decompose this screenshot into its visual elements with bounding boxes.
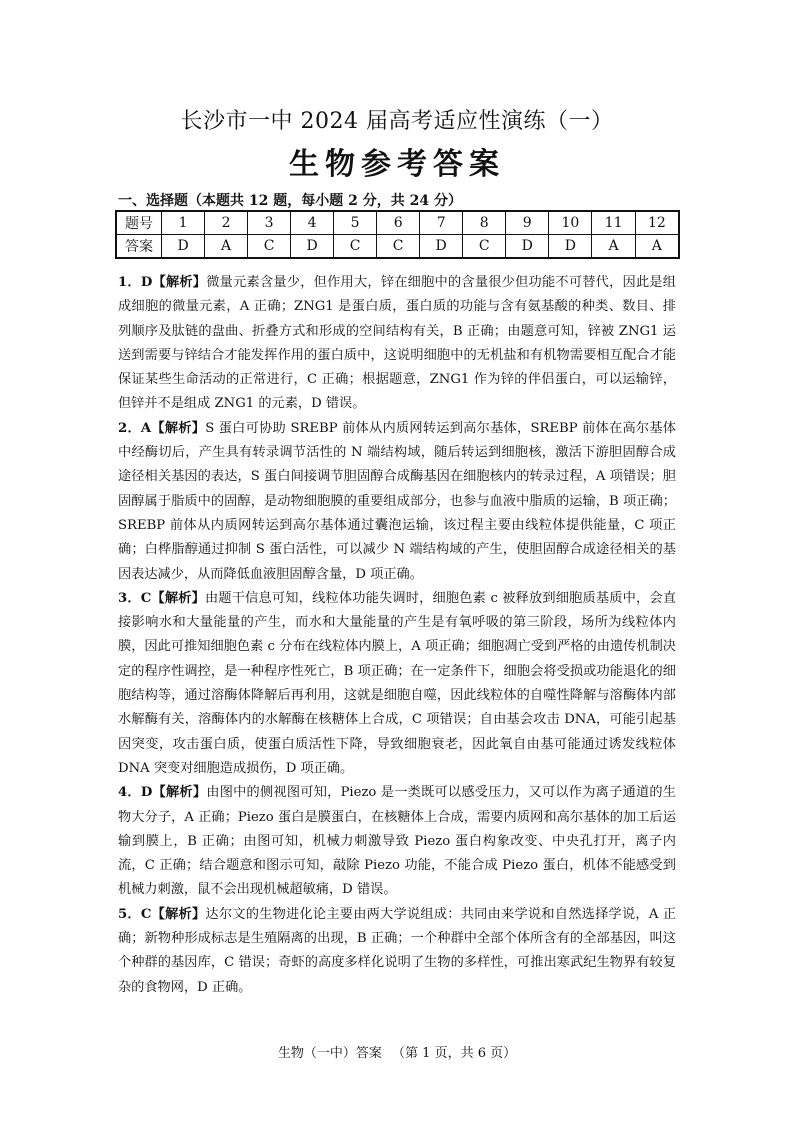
answer-cell: A — [635, 235, 679, 259]
document-subtitle: 生物参考答案 — [289, 147, 505, 182]
answer-table — [115, 210, 680, 259]
answer-cell: D — [420, 235, 463, 259]
explanation-prefix: 4．D — [118, 785, 153, 801]
question-number: 6 — [377, 211, 420, 235]
answer-cell: C — [248, 235, 291, 259]
answer-cell: D — [506, 235, 549, 259]
answer-cell: D — [291, 235, 334, 259]
explanation-text: 由图中的侧视图可知，Piezo 是一类既可以感受压力，又可以作为离子通道的生物大分子，A 正确；Piezo 蛋白是膜蛋白，在核糖体上合成，需要内质网和高尔基体的加工后运输到膜上，B 正确；由图可知，机械力刺激导致 Piezo 蛋白构象改变、中央孔打开，离子内流，C 正确；结合题意和图示可知，敲除 Piezo 功能，不能合成 Piezo 蛋白，机体不能感受到机械力刺激，鼠不会出现机械超敏痛，D 错误。 — [118, 785, 676, 898]
explanation-4 — [118, 781, 676, 902]
analysis-tag: 【解析】 — [152, 275, 207, 290]
explanation-prefix: 2．A — [118, 420, 152, 436]
answer-row — [116, 235, 679, 259]
explanation-2 — [118, 417, 676, 587]
answer-cell: C — [377, 235, 420, 259]
row-label-numbers: 题号 — [116, 211, 162, 235]
analysis-tag: 【解析】 — [151, 420, 206, 436]
document-title: 长沙市一中 2024 届高考适应性演练（一） — [180, 109, 614, 134]
explanation-prefix: 1．D — [118, 275, 153, 290]
answer-cell: C — [334, 235, 377, 259]
explanation-text: 达尔文的生物进化论主要由两大学说组成：共同由来学说和自然选择学说，A 正确；新物种形成标志是生殖隔离的出现，B 正确；一个种群中全部个体所含有的全部基因，叫这个种群的基因库，C 错误；奇虾的高度多样化说明了生物的多样性，可推出寒武纪生物界有较复杂的食物网，D 正确。 — [118, 906, 677, 995]
question-number: 9 — [506, 211, 549, 235]
question-number: 7 — [420, 211, 463, 235]
footer-page-info: （第 1 页，共 6 页） — [392, 1046, 517, 1061]
explanation-text: 微量元素含量少，但作用大，锌在细胞中的含量很少但功能不可替代，因此是组成细胞的微量元素，A 正确；ZNG1 是蛋白质，蛋白质的功能与含有氨基酸的种类、数目、排列顺序及肽链的盘曲、折叠方式和形成的空间结构有关，B 正确；由题意可知，锌被 ZNG1 运送到需要与锌结合才能发挥作用的蛋白质中，这说明细胞中的无机盐和有机物需要相互配合才能保证某些生命活动的正常进行，C 正确；根据题意，ZNG1 作为锌的伴侣蛋白，可以运输锌，但锌并不是组成 ZNG1 的元素，D 错误。 — [118, 275, 676, 412]
answer-cell: D — [162, 235, 205, 259]
analysis-tag: 【解析】 — [152, 785, 207, 801]
question-number: 11 — [592, 211, 635, 235]
question-number: 4 — [291, 211, 334, 235]
question-number-row — [116, 211, 679, 235]
explanation-prefix: 3．C — [118, 590, 152, 606]
question-number: 8 — [463, 211, 506, 235]
explanation-text: S 蛋白可协助 SREBP 前体从内质网转运到高尔基体，SREBP 前体在高尔基体中经酶切后，产生具有转录调节活性的 N 端结构域，随后转运到细胞核，激活下游胆固醇合成途径相关基因的表达，S 蛋白间接调节胆固醇合成酶基因在细胞核内的转录过程，A 项错误；胆固醇属于脂质中的固醇，是动物细胞膜的重要组成部分，也参与血液中脂质的运输，B 项正确；SREBP 前体从内质网转运到高尔基体通过囊泡运输，该过程主要由线粒体提供能量，C 项正确；白桦脂醇通过抑制 S 蛋白活性，可以减少 N 端结构域的产生，使胆固醇合成途径相关的基因表达减少，从而降低血液胆固醇含量，D 项正确。 — [118, 420, 676, 582]
page-footer — [0, 1042, 794, 1061]
explanation-1 — [118, 271, 676, 417]
explanation-text: 由题干信息可知，线粒体功能失调时，细胞色素 c 被释放到细胞质基质中，会直接影响水和大量能量的产生，而水和大量能量的产生是有氧呼吸的第三阶段，场所为线粒体内膜，因此可推知细胞色素 c 分布在线粒体内膜上，A 项正确；细胞凋亡受到严格的由遗传机制决定的程序性调控，是一种程序性死亡，B 项正确；在一定条件下，细胞会将受损或功能退化的细胞结构等，通过溶酶体降解后再利用，这就是细胞自噬，因此线粒体的自噬性降解与溶酶体内部水解酶有关，溶酶体内的水解酶在核糖体上合成，C 项错误；自由基会攻击 DNA，可能引起基因突变，攻击蛋白质，使蛋白质活性下降，导致细胞衰老，因此氧自由基可能通过诱发线粒体 DNA 突变对细胞造成损伤，D 项正确。 — [118, 590, 677, 776]
section-heading: 一、选择题（本题共 12 题，每小题 2 分，共 24 分） — [118, 193, 462, 209]
question-number: 10 — [549, 211, 592, 235]
question-number: 1 — [162, 211, 205, 235]
question-number: 3 — [248, 211, 291, 235]
footer-subject: 生物（一中）答案 — [277, 1046, 382, 1061]
question-number: 2 — [205, 211, 248, 235]
explanation-prefix: 5．C — [118, 906, 152, 922]
explanation-5 — [118, 903, 676, 1000]
analysis-tag: 【解析】 — [151, 590, 205, 606]
answer-cell: C — [463, 235, 506, 259]
question-number: 12 — [635, 211, 679, 235]
answer-cell: D — [549, 235, 592, 259]
question-number: 5 — [334, 211, 377, 235]
explanation-3 — [118, 587, 676, 781]
analysis-tag: 【解析】 — [151, 906, 206, 922]
row-label-answers: 答案 — [116, 235, 162, 259]
answer-cell: A — [205, 235, 248, 259]
answer-cell: A — [592, 235, 635, 259]
explanations — [118, 271, 676, 1000]
